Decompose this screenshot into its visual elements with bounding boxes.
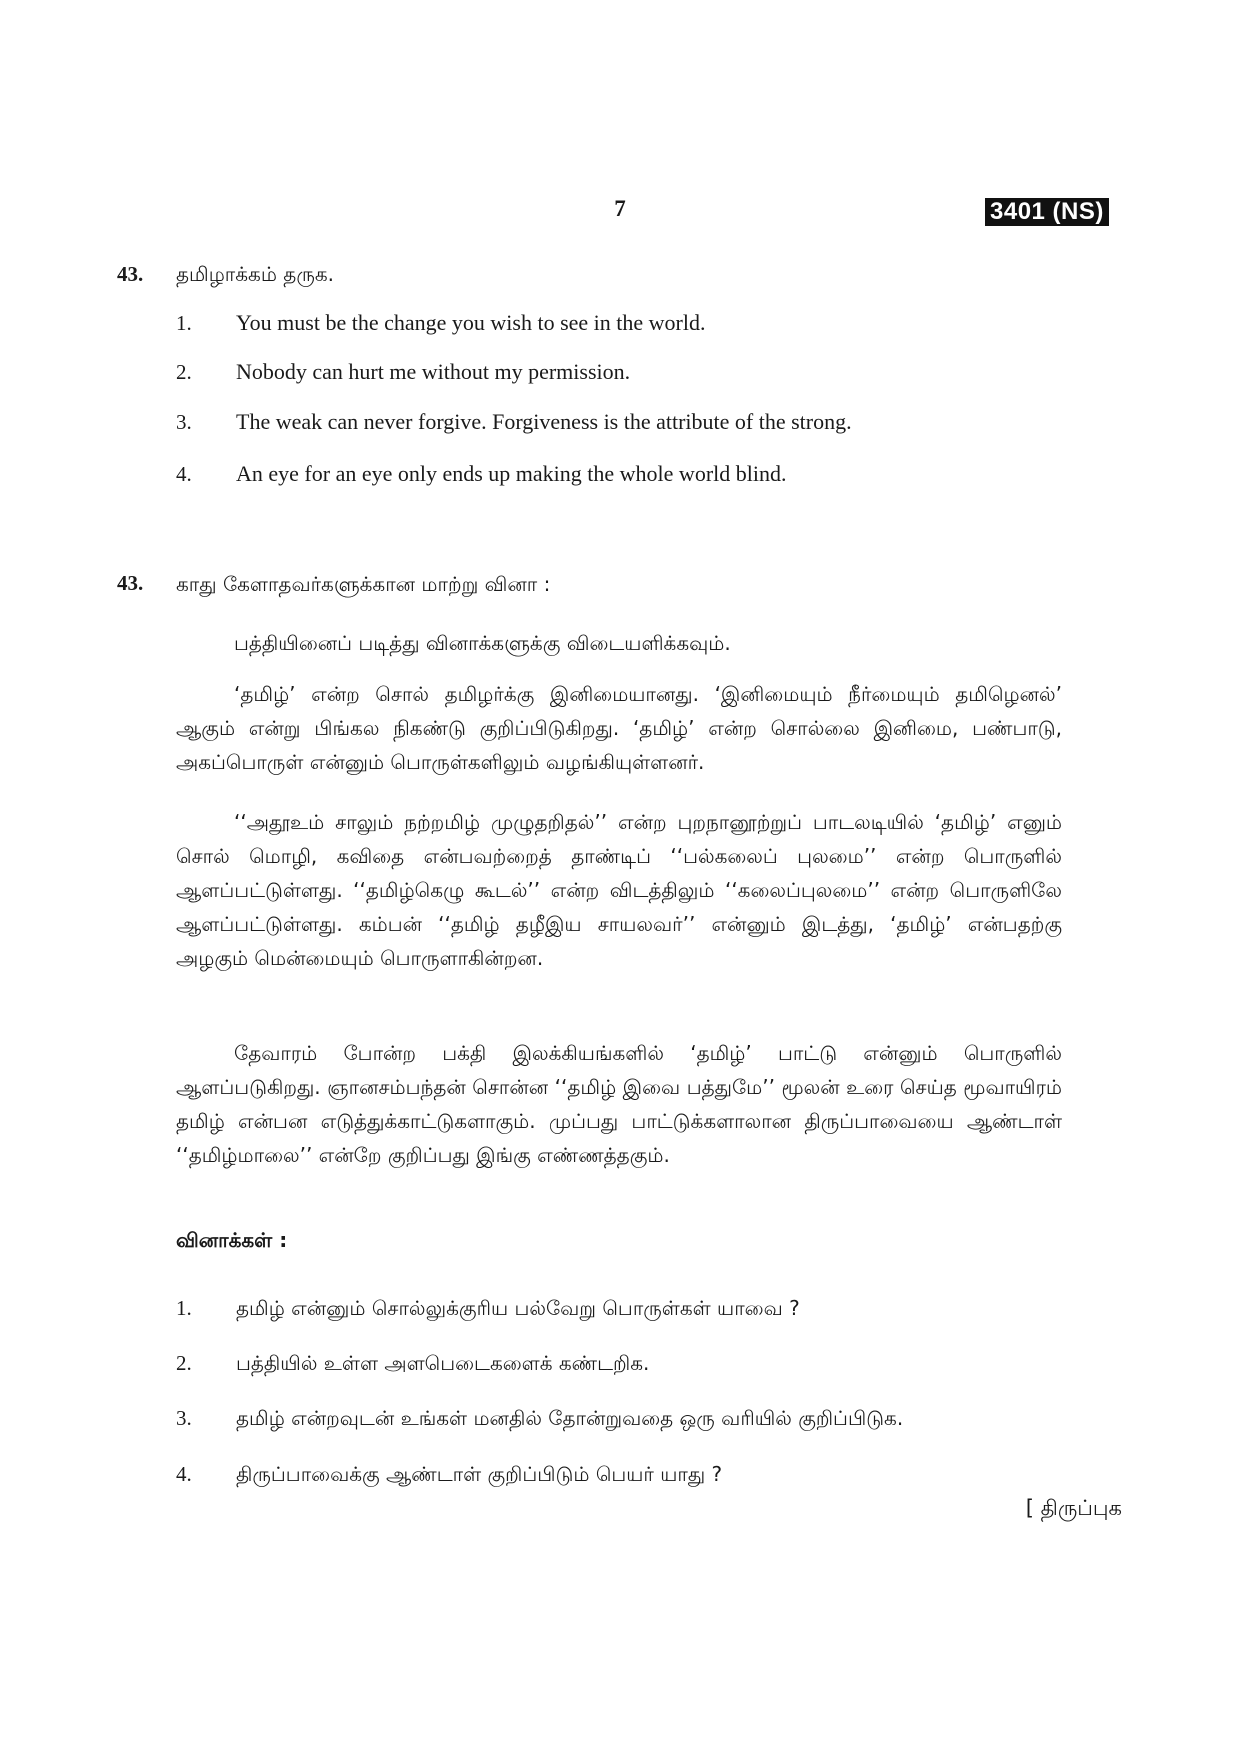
list-item-text: An eye for an eye only ends up making the whole world blind. <box>236 461 787 486</box>
list-item-text: பத்தியில் உள்ள அளபெடைகளைக் கண்டறிக. <box>236 1351 650 1375</box>
question-number: 43. <box>117 262 144 286</box>
list-item-text: திருப்பாவைக்கு ஆண்டாள் குறிப்பிடும் பெயர் யாது ? <box>236 1462 723 1486</box>
turn-over-note: [ திருப்புக <box>1025 1496 1122 1520</box>
question-title: தமிழாக்கம் தருக. <box>176 262 335 286</box>
instruction-text: பத்தியினைப் படித்து வினாக்களுக்கு விடையளிக்கவும். <box>234 631 731 655</box>
list-item-number: 4. <box>176 1462 192 1486</box>
passage-paragraph: ‘தமிழ்’ என்ற சொல் தமிழர்க்கு இனிமையானது. ‘இனிமையும் நீர்மையும் தமிழெனல்’ ஆகும் என்று பிங்கல நிகண்டு குறிப்பிடுகிறது. ‘தமிழ்’ என்ற சொல்லை இனிமை, பண்பாடு, அகப்பொருள் என்னும் பொருள்களிலும் வழங்கியுள்ளனர். <box>176 682 1062 774</box>
list-item-number: 3. <box>176 1406 192 1430</box>
list-item-number: 2. <box>176 1351 192 1375</box>
questions-heading: வினாக்கள் : <box>176 1228 288 1252</box>
list-item-number: 2. <box>176 360 192 384</box>
passage-paragraph: ‘‘அதூஉம் சாலும் நற்றமிழ் முழுதறிதல்’’ என்ற புறநானூற்றுப் பாடலடியில் ‘தமிழ்’ எனும் சொல் மொழி, கவிதை என்பவற்றைத் தாண்டிப் ‘‘பல்கலைப் புலமை’’ என்ற பொருளில் ஆளப்பட்டுள்ளது. ‘‘தமிழ்கெழு கூடல்’’ என்ற விடத்திலும் ‘‘கலைப்புலமை’’ என்ற பொருளிலே ஆளப்பட்டுள்ளது. கம்பன் ‘‘தமிழ் தழீஇய சாயலவர்’’ என்னும் இடத்து, ‘தமிழ்’ என்பதற்கு அழகும் மென்மையும் பொருளாகின்றன. <box>176 810 1062 970</box>
question-title: காது கேளாதவர்களுக்கான மாற்று வினா : <box>176 572 551 596</box>
list-item-text: Nobody can hurt me without my permission. <box>236 359 631 384</box>
list-item-number: 4. <box>176 462 192 486</box>
list-item-text: தமிழ் என்னும் சொல்லுக்குரிய பல்வேறு பொருள்கள் யாவை ? <box>236 1296 800 1320</box>
page-number: 7 <box>614 196 626 221</box>
list-item-number: 1. <box>176 1296 192 1320</box>
list-item-text: தமிழ் என்றவுடன் உங்கள் மனதில் தோன்றுவதை ஒரு வரியில் குறிப்பிடுக. <box>236 1406 904 1430</box>
list-item-number: 1. <box>176 311 192 335</box>
list-item-text: The weak can never forgive. Forgiveness is the attribute of the strong. <box>236 409 852 434</box>
passage-paragraph: தேவாரம் போன்ற பக்தி இலக்கியங்களில் ‘தமிழ்’ பாட்டு என்னும் பொருளில் ஆளப்படுகிறது. ஞானசம்பந்தன் சொன்ன ‘‘தமிழ் இவை பத்துமே’’ மூலன் உரை செய்த மூவாயிரம் தமிழ் என்பன எடுத்துக்காட்டுகளாகும். முப்பது பாட்டுக்களாலான திருப்பாவையை ஆண்டாள் ‘‘தமிழ்மாலை’’ என்றே குறிப்பது இங்கு எண்ணத்தகும். <box>176 1041 1062 1167</box>
question-number: 43. <box>117 571 144 595</box>
list-item-text: You must be the change you wish to see in the world. <box>236 310 706 335</box>
paper-code-badge: 3401 (NS) <box>985 198 1109 226</box>
list-item-number: 3. <box>176 410 192 434</box>
